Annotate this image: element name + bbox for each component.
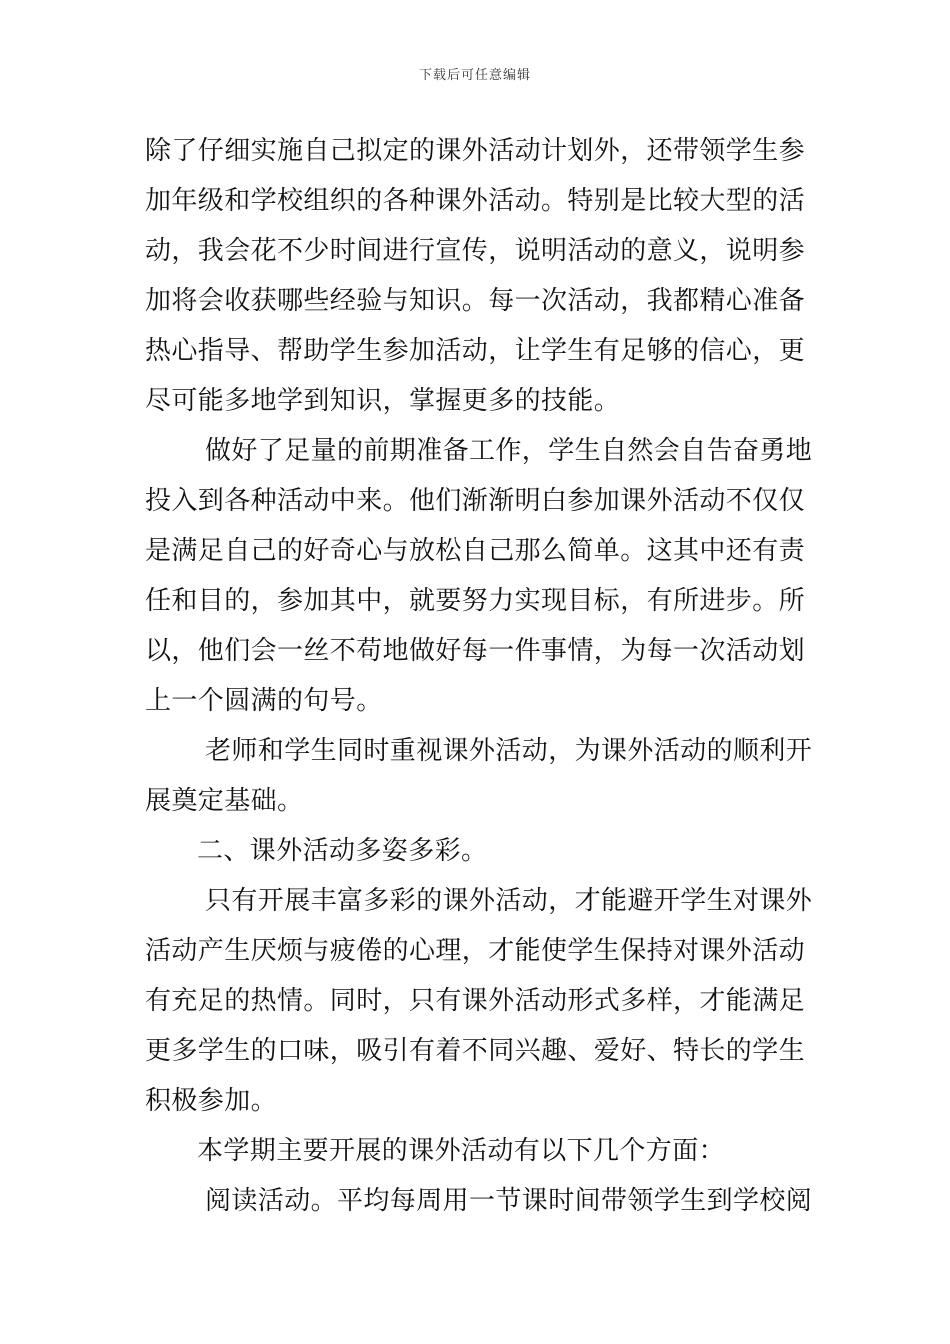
text-line: 上一个圆满的句号。 — [145, 686, 383, 716]
paragraph-start-line: 阅读活动。平均每周用一节课时间带领学生到学校阅 — [205, 1186, 813, 1216]
text-line: 有充足的热情。同时，只有课外活动形式多样，才能满足 — [145, 986, 806, 1016]
page-header: 下载后可任意编辑 — [418, 68, 531, 83]
text-line: 投入到各种活动中来。他们渐渐明白参加课外活动不仅仅 — [145, 486, 806, 516]
text-line: 活动产生厌烦与疲倦的心理，才能使学生保持对课外活动 — [145, 936, 806, 966]
text-line: 尽可能多地学到知识，掌握更多的技能。 — [145, 386, 621, 416]
text-line: 以，他们会一丝不苟地做好每一件事情，为每一次活动划 — [145, 636, 806, 666]
text-line: 积极参加。 — [145, 1086, 278, 1116]
text-line: 加年级和学校组织的各种课外活动。特别是比较大型的活 — [145, 186, 806, 216]
text-line: 除了仔细实施自己拟定的课外活动计划外，还带领学生参 — [145, 136, 806, 166]
paragraph-start-line: 做好了足量的前期准备工作，学生自然会自告奋勇地 — [205, 436, 813, 466]
text-line: 是满足自己的好奇心与放松自己那么简单。这其中还有责 — [145, 536, 806, 566]
document-body — [145, 126, 813, 1226]
text-line: 加将会收获哪些经验与知识。每一次活动，我都精心准备 — [145, 286, 806, 316]
section-heading: 二、课外活动多姿多彩。 — [197, 836, 488, 866]
text-line: 任和目的，参加其中，就要努力实现目标，有所进步。所 — [145, 586, 806, 616]
paragraph-start-line: 老师和学生同时重视课外活动，为课外活动的顺利开 — [205, 736, 813, 766]
paragraph-start-line: 本学期主要开展的课外活动有以下几个方面： — [197, 1136, 726, 1166]
paragraph-start-line: 只有开展丰富多彩的课外活动，才能避开学生对课外 — [205, 886, 813, 916]
text-line: 展奠定基础。 — [145, 786, 304, 816]
text-line: 热心指导、帮助学生参加活动，让学生有足够的信心，更 — [145, 336, 806, 366]
text-line: 更多学生的口味，吸引有着不同兴趣、爱好、特长的学生 — [145, 1036, 806, 1066]
text-line: 动，我会花不少时间进行宣传，说明活动的意义，说明参 — [145, 236, 806, 266]
